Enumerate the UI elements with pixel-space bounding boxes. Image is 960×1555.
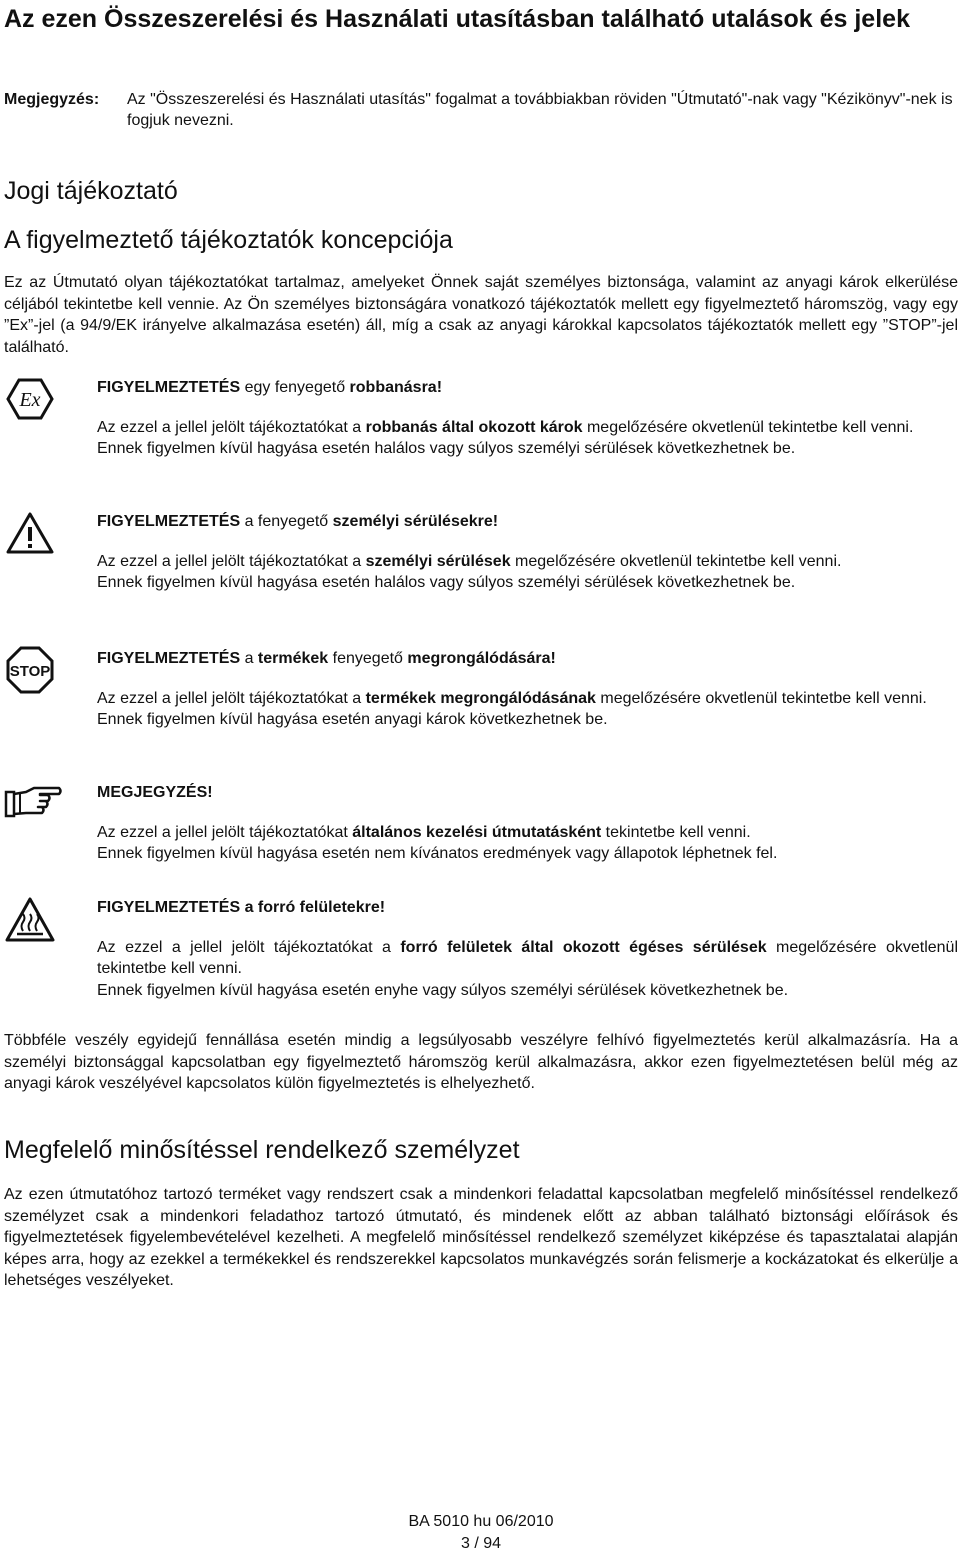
desc-run: megelőzésére okvetlenül tekintetbe kell venni. bbox=[582, 418, 914, 436]
warning-title bbox=[97, 648, 958, 670]
title-run: megrongálódására! bbox=[407, 650, 556, 667]
warning-consequence: Ennek figyelmen kívül hagyása esetén anyagi károk következhetnek be. bbox=[97, 711, 608, 728]
desc-run: személyi sérülések bbox=[365, 552, 511, 570]
warning-description bbox=[97, 551, 958, 573]
title-run: a fenyegető bbox=[240, 513, 333, 530]
desc-run: Az ezzel a jellel jelölt tájékoztatókat a bbox=[97, 689, 366, 707]
warning-title bbox=[97, 782, 958, 804]
warning-title bbox=[97, 511, 958, 533]
svg-text:Ex: Ex bbox=[19, 389, 41, 411]
title-run: termékek bbox=[257, 650, 329, 667]
multiple-hazards-paragraph: Többféle veszély egyidejű fennállása esetén mindig a legsúlyosabb veszélyre felhívó figyelmeztetés kerül alkalmazásría. Ha a személyi biztonsággal kapcsolatban egy figyelmeztető háromszög kerül alkalmazásra, akkor ezen figyelmeztetésen belül még az anyagi károk veszélyével kapcsolatos külön figyelmeztetés is elhelyezhető. bbox=[4, 1032, 958, 1092]
warning-description bbox=[97, 822, 958, 844]
stop-sign-icon bbox=[4, 644, 56, 696]
title-run: MEGJEGYZÉS! bbox=[97, 784, 213, 801]
warning-consequence: Ennek figyelmen kívül hagyása esetén halálos vagy súlyos személyi sérülések következhetnek be. bbox=[97, 574, 796, 591]
ex-explosion-icon bbox=[4, 373, 56, 425]
desc-run: termékek megrongálódásának bbox=[365, 689, 596, 707]
warning-triangle-icon bbox=[4, 507, 56, 559]
warning-description bbox=[97, 417, 958, 439]
warning-title bbox=[97, 897, 958, 919]
hot-surface-icon bbox=[4, 893, 56, 945]
desc-run: tekintetbe kell venni. bbox=[601, 823, 751, 841]
note-label: Megjegyzés: bbox=[4, 91, 100, 108]
desc-run: Az ezzel a jellel jelölt tájékoztatókat a bbox=[97, 938, 401, 956]
desc-run: robbanás által okozott károk bbox=[365, 418, 583, 436]
warning-consequence: Ennek figyelmen kívül hagyása esetén halálos vagy súlyos személyi sérülések következhetnek be. bbox=[97, 440, 796, 457]
desc-run: megelőzésére okvetlenül tekintetbe kell venni. bbox=[510, 552, 842, 570]
desc-run: Az ezzel a jellel jelölt tájékoztatókat a bbox=[97, 552, 366, 570]
legal-paragraph: Ez az Útmutató olyan tájékoztatókat tartalmaz, amelyeket Önnek saját személyes biztonsága, valamint az anyagi károk elkerülése céljából tekintetbe kell vennie. Az Ön személyes biztonságára vonatkozó tájékoztatók mellett egy figyelmeztető háromszög, vagy egy ”Ex”-jel (a 94/9/EK irányelve alkalmazása esetén) áll, míg a csak az anyagi károkkal kapcsolatos tájékoztatók mellett egy ”STOP”-jel található. bbox=[4, 274, 958, 356]
title-run: FIGYELMEZTETÉS a forró felületekre! bbox=[97, 899, 386, 916]
pointing-hand-icon bbox=[4, 778, 64, 830]
warning-consequence: Ennek figyelmen kívül hagyása esetén nem kívánatos eredmények vagy állapotok léphetnek fel. bbox=[97, 845, 778, 862]
title-run: fenyegető bbox=[328, 650, 408, 667]
title-run: FIGYELMEZTETÉS bbox=[97, 379, 241, 396]
desc-run: Az ezzel a jellel jelölt tájékoztatókat bbox=[97, 823, 353, 841]
title-run: személyi sérülésekre! bbox=[332, 513, 499, 530]
legal-subheading: A figyelmeztető tájékoztatók koncepciója bbox=[4, 226, 453, 254]
footer-doc-id: BA 5010 hu 06/2010 bbox=[408, 1513, 554, 1530]
title-run: a bbox=[240, 650, 258, 667]
warning-description bbox=[97, 688, 958, 710]
title-run: FIGYELMEZTETÉS bbox=[97, 650, 241, 667]
desc-run: általános kezelési útmutatásként bbox=[352, 823, 602, 841]
warning-description bbox=[97, 937, 958, 980]
personnel-paragraph: Az ezen útmutatóhoz tartozó terméket vagy rendszert csak a mindenkori feladattal kapcsolatban megfelelő minősítéssel rendelkező személyzet csak a mindenkori feladathoz tartozó útmutató, és mindenek előtt az abban található biztonsági előírások és figyelmeztetések figyelembevételével kezelheti. A megfelelő minősítéssel rendelkező személyzet kiképzése és tapasztalatai alapján képes arra, hogy az ezekkel a termékekkel és rendszerekkel kapcsolatos munkavégzés során felismerje a kockázatokat és elkerülje a lehetséges veszélyeket. bbox=[4, 1186, 958, 1289]
desc-run: megelőzésére okvetlenül tekintetbe kell venni. bbox=[97, 938, 959, 977]
stop-sign-text: STOP bbox=[9, 663, 51, 680]
desc-run: forró felületek által okozott égéses sérülések bbox=[400, 938, 767, 956]
note-text: Az "Összeszerelési és Használati utasítás" fogalmat a továbbiakban röviden "Útmutató"-nak vagy "Kézikönyv"-nek is fogjuk nevezni. bbox=[127, 91, 953, 129]
warning-consequence: Ennek figyelmen kívül hagyása esetén enyhe vagy súlyos személyi sérülések következhetnek be. bbox=[97, 981, 789, 999]
page-title: Az ezen Összeszerelési és Használati utasításban található utalások és jelek bbox=[4, 5, 910, 33]
warning-title bbox=[97, 377, 958, 399]
title-run: egy fenyegető bbox=[240, 379, 350, 396]
desc-run: Az ezzel a jellel jelölt tájékoztatókat a bbox=[97, 418, 366, 436]
title-run: FIGYELMEZTETÉS bbox=[97, 513, 241, 530]
title-run: robbanásra! bbox=[349, 379, 443, 396]
footer-page-number: 3 / 94 bbox=[460, 1535, 502, 1552]
desc-run: megelőzésére okvetlenül tekintetbe kell venni. bbox=[595, 689, 927, 707]
personnel-heading: Megfelelő minősítéssel rendelkező személyzet bbox=[4, 1136, 520, 1164]
legal-heading: Jogi tájékoztató bbox=[4, 177, 178, 205]
